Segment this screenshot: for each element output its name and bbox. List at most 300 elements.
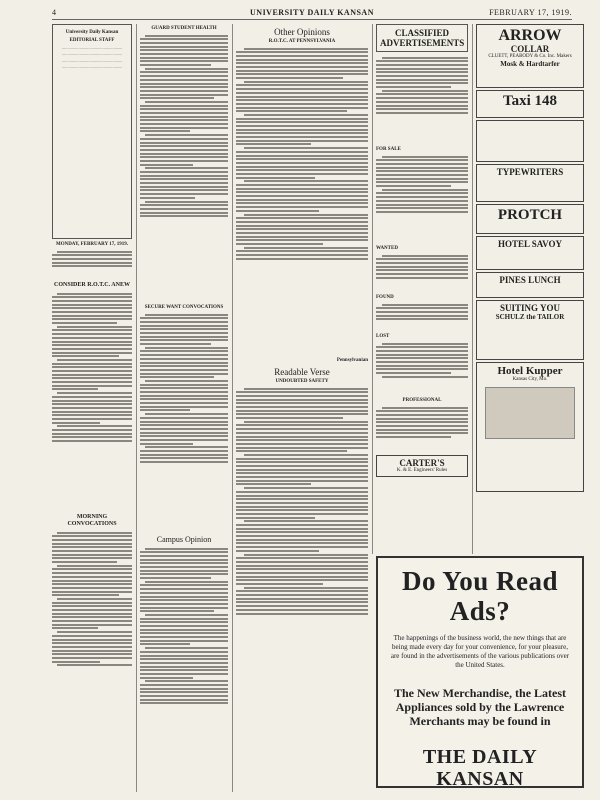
- text-line: [140, 127, 228, 129]
- text-line: [52, 407, 132, 409]
- text-line: [57, 425, 132, 427]
- text-line: [236, 583, 323, 585]
- text-line: [140, 142, 228, 144]
- text-line: [236, 447, 368, 449]
- text-line: [376, 436, 451, 438]
- text-line: [140, 454, 228, 456]
- text-line: [52, 381, 132, 383]
- text-line: [140, 64, 211, 66]
- text-line: [236, 184, 368, 186]
- text-line: [244, 587, 368, 589]
- text-line: [376, 418, 468, 420]
- text-line: [376, 192, 468, 194]
- text-line: [236, 155, 368, 157]
- text-line: [140, 94, 228, 96]
- text-line: [52, 568, 132, 570]
- text-line: [244, 388, 368, 390]
- readable-verse-title: Readable Verse: [274, 367, 330, 377]
- text-line: [376, 71, 468, 73]
- text-line: [236, 528, 368, 530]
- text-line: [140, 699, 228, 701]
- text-line: [236, 232, 368, 234]
- text-line: [236, 99, 368, 101]
- text-line: [52, 605, 132, 607]
- text-line: [52, 414, 132, 416]
- text-line: [52, 385, 132, 387]
- text-line: [140, 171, 228, 173]
- text-line: [376, 262, 468, 264]
- text-line: [52, 344, 132, 346]
- text-line: [140, 365, 228, 367]
- text-line: [376, 372, 451, 374]
- text-line: [52, 265, 132, 267]
- text-line: [52, 333, 132, 335]
- text-line: [376, 101, 468, 103]
- text-line: [140, 669, 228, 671]
- text-line: [145, 347, 228, 349]
- text-line: [236, 92, 368, 94]
- text-line: [236, 535, 368, 537]
- text-line: [376, 112, 468, 114]
- text-line: [140, 406, 228, 408]
- text-line: [52, 639, 132, 641]
- text-line: [52, 646, 132, 648]
- classified-lost: LOST: [376, 334, 390, 339]
- text-line: [145, 614, 228, 616]
- text-line: [236, 498, 368, 500]
- text-line: [140, 555, 228, 557]
- text-line: [52, 661, 100, 663]
- big-ad-paper-name: THE DAILY KANSAN: [422, 746, 538, 790]
- text-line: [236, 402, 368, 404]
- text-line: [52, 403, 132, 405]
- column-classified: [376, 24, 468, 550]
- text-line: [236, 472, 368, 474]
- text-line: [376, 159, 468, 161]
- text-line: [52, 436, 132, 438]
- classified-title: CLASSIFIED ADVERTISEMENTS: [380, 28, 465, 48]
- text-line: [52, 304, 132, 306]
- text-line: [236, 140, 368, 142]
- text-line: [244, 520, 368, 522]
- text-line: [140, 343, 211, 345]
- text-line: [140, 369, 228, 371]
- text-line: [382, 407, 468, 409]
- text-line: [236, 531, 368, 533]
- editorial-title-convocations: MORNING CONVOCATIONS: [67, 514, 117, 527]
- newspaper-title: UNIVERSITY DAILY KANSAN: [250, 8, 374, 17]
- text-line: [52, 377, 132, 379]
- text-line: [376, 318, 468, 320]
- text-line: [140, 592, 228, 594]
- text-line: [145, 314, 228, 316]
- editorial-body-rotc: [52, 291, 132, 511]
- classified-wanted: WANTED: [376, 246, 398, 251]
- text-line: [244, 180, 368, 182]
- text-line: [140, 204, 228, 206]
- text-line: [236, 568, 368, 570]
- text-line: [140, 677, 193, 679]
- text-line: [57, 251, 132, 253]
- text-line: [236, 51, 368, 53]
- text-line: [140, 387, 228, 389]
- text-line: [140, 577, 211, 579]
- text-line: [140, 559, 228, 561]
- text-line: [236, 250, 368, 252]
- text-line: [140, 130, 190, 132]
- for-sale-listings: [376, 154, 468, 244]
- protch-ad: [476, 204, 584, 234]
- text-line: [140, 688, 228, 690]
- text-line: [140, 53, 228, 55]
- text-line: [376, 211, 468, 213]
- text-line: [52, 627, 98, 629]
- text-line: [376, 365, 468, 367]
- text-line: [236, 202, 368, 204]
- text-line: [376, 93, 468, 95]
- text-line: [140, 108, 228, 110]
- text-line: [140, 432, 228, 434]
- text-line: [140, 197, 195, 199]
- text-line: [236, 495, 368, 497]
- hotel-kupper-name: Hotel Kupper: [497, 365, 563, 377]
- text-line: [236, 469, 368, 471]
- text-line: [244, 114, 368, 116]
- text-line: [376, 178, 468, 180]
- text-line: [140, 112, 228, 114]
- editorial-body-convocations: [52, 530, 132, 730]
- text-line: [236, 206, 368, 208]
- pines-lunch-name: PINES LUNCH: [499, 275, 561, 285]
- text-line: [236, 557, 368, 559]
- text-line: [140, 90, 228, 92]
- professional-listings: [376, 405, 468, 455]
- big-ad-body: The happenings of the business world, the new things that are being made every day for your convenience, for your pleasure, are found in the advertisements of the various publications over the United States.: [390, 634, 570, 669]
- column-editorial: [52, 24, 132, 792]
- text-line: [236, 579, 368, 581]
- text-line: [236, 77, 343, 79]
- text-line: [236, 395, 368, 397]
- text-line: [376, 277, 468, 279]
- text-line: [382, 304, 468, 306]
- text-line: [145, 680, 228, 682]
- text-line: [140, 208, 228, 210]
- text-line: [382, 189, 468, 191]
- text-line: [236, 169, 368, 171]
- text-line: [236, 199, 368, 201]
- arrow-maker: CLUETT, PEABODY & Co. Inc. Makers: [488, 54, 572, 59]
- text-line: [236, 151, 368, 153]
- text-line: [236, 461, 368, 463]
- text-line: [52, 396, 132, 398]
- text-line: [140, 673, 228, 675]
- text-line: [52, 561, 117, 563]
- text-line: [52, 602, 132, 604]
- jeweler-ad: [476, 120, 584, 162]
- column-rule: [136, 24, 137, 792]
- text-line: [236, 125, 368, 127]
- text-line: [140, 119, 228, 121]
- text-line: [376, 82, 468, 84]
- text-line: [52, 429, 132, 431]
- column-three: [236, 24, 368, 792]
- text-line: [140, 339, 228, 341]
- text-line: [140, 632, 228, 634]
- text-line: [236, 509, 368, 511]
- text-line: [376, 60, 468, 62]
- text-line: [52, 318, 132, 320]
- column-rule: [232, 24, 233, 792]
- text-line: [244, 81, 368, 83]
- text-line: [140, 570, 228, 572]
- text-line: [140, 156, 228, 158]
- readable-verse-subtitle: UNDOUBTED SAFETY: [275, 379, 329, 384]
- health-title: GUARD STUDENT HEALTH: [151, 26, 217, 31]
- text-line: [236, 55, 368, 57]
- text-line: [244, 147, 368, 149]
- text-line: [140, 562, 228, 564]
- text-line: [376, 174, 468, 176]
- text-line: [236, 491, 368, 493]
- text-line: [236, 188, 368, 190]
- text-line: [52, 329, 132, 331]
- text-line: [236, 96, 368, 98]
- text-line: [376, 354, 468, 356]
- text-line: [52, 254, 132, 256]
- text-line: [376, 97, 468, 99]
- text-line: [57, 326, 132, 328]
- text-line: [236, 221, 368, 223]
- rotc-penn-source: Pennsylvanian: [336, 358, 368, 363]
- text-line: [52, 411, 132, 413]
- text-line: [140, 596, 228, 598]
- text-line: [140, 603, 228, 605]
- text-line: [140, 215, 228, 217]
- text-line: [376, 75, 468, 77]
- text-line: [376, 266, 468, 268]
- hotel-kupper-illustration: [485, 387, 575, 439]
- text-line: [236, 217, 368, 219]
- arrow-brand: ARROW: [498, 27, 562, 44]
- text-line: [52, 300, 132, 302]
- text-line: [140, 97, 214, 99]
- text-line: [236, 173, 368, 175]
- text-line: [236, 166, 368, 168]
- text-line: [382, 156, 468, 158]
- text-line: [376, 86, 451, 88]
- text-line: [140, 551, 228, 553]
- text-line: [52, 572, 132, 574]
- text-line: [236, 413, 368, 415]
- text-line: [236, 428, 368, 430]
- text-line: [52, 258, 132, 260]
- text-line: [140, 358, 228, 360]
- text-line: [236, 436, 368, 438]
- text-line: [236, 565, 368, 567]
- issue-dateline: MONDAY, FEBRUARY 17, 1919.: [55, 242, 129, 247]
- text-line: [140, 421, 228, 423]
- carters-name: CARTER'S: [399, 458, 445, 468]
- text-line: [52, 307, 132, 309]
- classified-header: [376, 24, 468, 52]
- text-line: [236, 84, 368, 86]
- text-line: [244, 454, 368, 456]
- text-line: [140, 384, 228, 386]
- text-line: [52, 262, 132, 264]
- text-line: [140, 116, 228, 118]
- text-line: [52, 583, 132, 585]
- text-line: [236, 107, 368, 109]
- text-line: [140, 584, 228, 586]
- text-line: [140, 373, 228, 375]
- big-ad-headline: Do You Read Ads?: [401, 566, 559, 626]
- text-line: [52, 440, 132, 442]
- text-line: [382, 90, 468, 92]
- text-line: [52, 546, 132, 548]
- text-line: [52, 355, 119, 357]
- page-header: [52, 6, 572, 20]
- text-line: [140, 629, 228, 631]
- text-line: [236, 524, 368, 526]
- text-line: [52, 322, 117, 324]
- text-line: [236, 121, 368, 123]
- text-line: [140, 105, 228, 107]
- text-line: [52, 374, 132, 376]
- text-line: [140, 398, 228, 400]
- text-line: [236, 517, 315, 519]
- text-line: [236, 195, 368, 197]
- text-line: [52, 653, 132, 655]
- text-line: [52, 543, 132, 545]
- text-line: [145, 134, 228, 136]
- text-line: [140, 49, 228, 51]
- text-line: [52, 363, 132, 365]
- text-line: [236, 88, 368, 90]
- carters-subtitle: K. & E. Engineers' Rules: [396, 468, 448, 473]
- text-line: [140, 417, 228, 419]
- text-line: [140, 573, 228, 575]
- text-line: [376, 163, 468, 165]
- text-line: [140, 621, 228, 623]
- campus-opinion-title: Campus Opinion: [156, 535, 212, 544]
- text-line: [376, 421, 468, 423]
- rotc-penn-body: [236, 46, 368, 356]
- text-line: [376, 108, 468, 110]
- text-line: [236, 550, 319, 552]
- text-line: [376, 346, 468, 348]
- text-line: [52, 550, 132, 552]
- text-line: [52, 348, 132, 350]
- text-line: [140, 428, 228, 430]
- text-line: [140, 655, 228, 657]
- text-line: [236, 254, 368, 256]
- text-line: [52, 311, 132, 313]
- text-line: [236, 590, 368, 592]
- dateline-text: [52, 249, 132, 279]
- text-line: [140, 362, 228, 364]
- text-line: [244, 554, 368, 556]
- text-line: [376, 273, 468, 275]
- health-body: [140, 33, 228, 303]
- text-line: [236, 609, 368, 611]
- text-line: [140, 395, 228, 397]
- text-line: [52, 557, 132, 559]
- text-line: [236, 158, 368, 160]
- text-line: [236, 258, 368, 260]
- editorial-title-rotc: CONSIDER R.O.T.C. ANEW: [54, 282, 130, 288]
- text-line: [140, 640, 228, 642]
- text-line: [236, 576, 368, 578]
- text-line: [376, 68, 468, 70]
- text-line: [236, 399, 368, 401]
- protch-name: PROTCH: [497, 207, 563, 223]
- classified-rates: [376, 55, 468, 145]
- taxi-ad: [476, 90, 584, 118]
- column-display-ads: [476, 24, 584, 550]
- text-line: [376, 105, 468, 107]
- text-line: [52, 352, 132, 354]
- text-line: [376, 64, 468, 66]
- do-you-read-ads-ad: [376, 556, 584, 788]
- text-line: [145, 380, 228, 382]
- hotel-savoy-ad: [476, 236, 584, 270]
- text-line: [236, 210, 319, 212]
- text-line: [140, 588, 228, 590]
- arrow-dealer: Mosk & Hardtarfer: [500, 60, 560, 68]
- text-line: [140, 409, 190, 411]
- column-rule: [372, 24, 373, 554]
- text-line: [376, 311, 468, 313]
- taxi-name: Taxi 148: [502, 93, 558, 109]
- staff-listing: ....................................................... ....................................................... ....................................................... .......................................................: [62, 45, 123, 69]
- text-line: [236, 103, 368, 105]
- text-line: [140, 193, 228, 195]
- text-line: [376, 307, 468, 309]
- text-line: [52, 594, 119, 596]
- text-line: [140, 212, 228, 214]
- text-line: [52, 418, 132, 420]
- text-line: [52, 624, 132, 626]
- text-line: [236, 110, 347, 112]
- text-line: [382, 376, 468, 378]
- text-line: [140, 186, 228, 188]
- text-line: [376, 79, 468, 81]
- text-line: [236, 243, 323, 245]
- staff-heading: EDITORIAL STAFF: [69, 38, 115, 43]
- text-line: [236, 506, 368, 508]
- text-line: [236, 546, 368, 548]
- arrow-collar-ad: [476, 24, 584, 88]
- text-line: [140, 336, 228, 338]
- readable-verse-body: [236, 386, 368, 716]
- text-line: [52, 580, 132, 582]
- text-line: [376, 181, 468, 183]
- text-line: [145, 101, 228, 103]
- text-line: [236, 66, 368, 68]
- text-line: [236, 191, 368, 193]
- text-line: [52, 422, 100, 424]
- text-line: [236, 406, 368, 408]
- pines-lunch-ad: [476, 272, 584, 298]
- text-line: [140, 332, 228, 334]
- text-line: [236, 594, 368, 596]
- text-line: [376, 425, 468, 427]
- hotel-kupper-ad: [476, 362, 584, 492]
- text-line: [236, 239, 368, 241]
- rotc-penn-title: R.O.T.C. AT PENNSYLVANIA: [268, 39, 336, 44]
- text-line: [236, 443, 368, 445]
- text-line: [236, 542, 368, 544]
